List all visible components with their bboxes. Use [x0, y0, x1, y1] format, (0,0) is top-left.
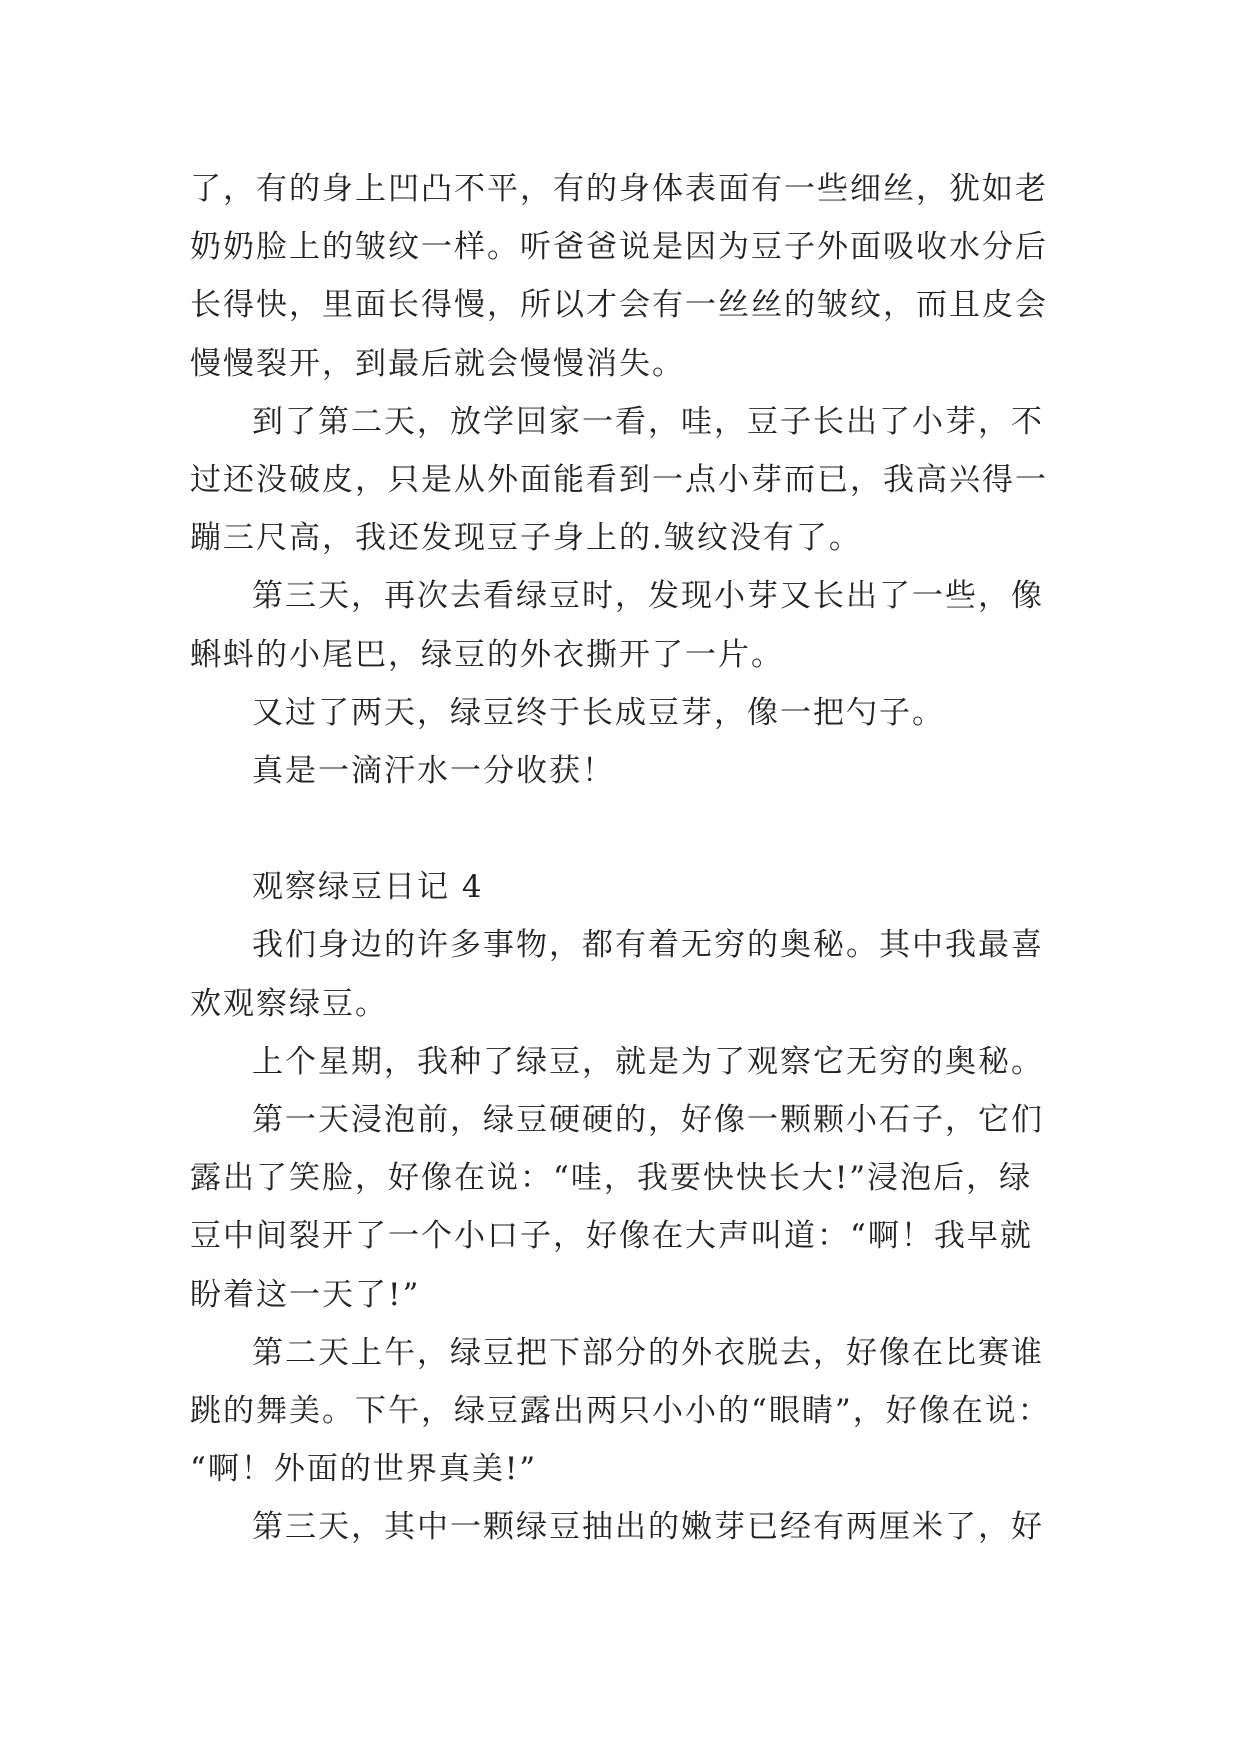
text-line: 第三天，其中一颗绿豆抽出的嫩芽已经有两厘米了，好 — [252, 1509, 1044, 1546]
text-line: 真是一滴汗水一分收获！ — [252, 752, 615, 789]
text-line: 露出了笑脸，好像在说：“哇，我要快快长大!”浸泡后，绿 — [190, 1160, 1033, 1197]
text-line: 第二天上午，绿豆把下部分的外衣脱去，好像在比赛谁 — [252, 1334, 1044, 1371]
text-line: 第一天浸泡前，绿豆硬硬的，好像一颗颗小石子，它们 — [252, 1102, 1044, 1138]
text-line: 欢观察绿豆。 — [190, 985, 388, 1022]
text-line: 盼着这一天了!” — [190, 1276, 421, 1313]
text-line: 长得快，里面长得慢，所以才会有一丝丝的皱纹，而且皮会 — [190, 287, 1048, 324]
text-line: 又过了两天，绿豆终于长成豆芽，像一把勺子。 — [252, 694, 945, 731]
text-line: 蹦三尺高，我还发现豆子身上的.皱纹没有了。 — [190, 520, 862, 557]
text-line: 到了第二天，放学回家一看，哇，豆子长出了小芽，不 — [252, 403, 1044, 440]
text-line: 我们身边的许多事物，都有着无穷的奥秘。其中我最喜 — [252, 927, 1044, 964]
text-line: 过还没破皮，只是从外面能看到一点小芽而已，我高兴得一 — [190, 461, 1048, 498]
text-line: 慢慢裂开，到最后就会慢慢消失。 — [190, 345, 685, 382]
text-line: 豆中间裂开了一个小口子，好像在大声叫道：“啊！我早就 — [190, 1218, 1033, 1255]
text-line: 观察绿豆日记 4 — [252, 869, 484, 906]
text-line: 上个星期，我种了绿豆，就是为了观察它无穷的奥秘。 — [252, 1043, 1044, 1080]
text-line: 蝌蚪的小尾巴，绿豆的外衣撕开了一片。 — [190, 636, 784, 673]
blank-line — [190, 800, 1070, 858]
text-line: “啊！外面的世界真美!” — [190, 1451, 538, 1488]
text-line: 第三天，再次去看绿豆时，发现小芽又长出了一些，像 — [252, 578, 1044, 615]
text-line: 奶奶脸上的皱纹一样。听爸爸说是因为豆子外面吸收水分后 — [190, 229, 1048, 266]
text-line: 跳的舞美。下午，绿豆露出两只小小的“眼睛”，好像在说： — [190, 1392, 1051, 1429]
text-line: 了，有的身上凹凸不平，有的身体表面有一些细丝，犹如老 — [190, 171, 1048, 207]
document-body — [190, 160, 1070, 1557]
